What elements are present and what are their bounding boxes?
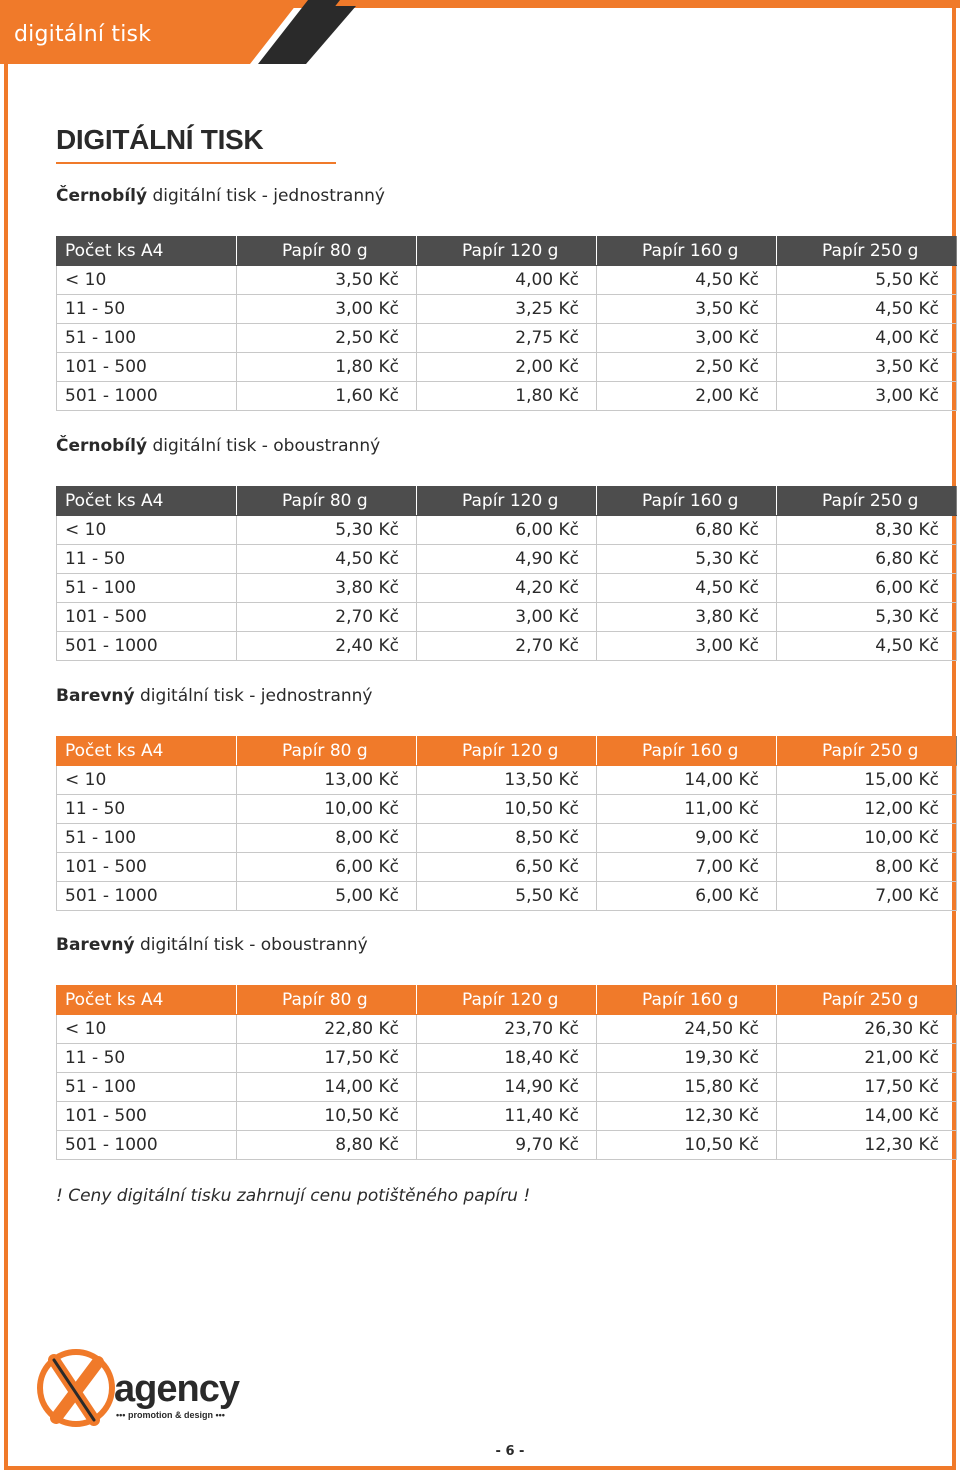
quantity-cell: 51 - 100: [57, 324, 237, 353]
price-cell: 4,50 Kč: [237, 545, 417, 574]
price-cell: 3,25 Kč: [417, 295, 597, 324]
table-row: [57, 603, 957, 632]
page-title: DIGITÁLNÍ TISK: [56, 124, 264, 155]
price-cell: 6,00 Kč: [417, 516, 597, 545]
price-cell: 10,50 Kč: [597, 1131, 777, 1160]
price-cell: 5,50 Kč: [777, 266, 957, 295]
quantity-cell: 501 - 1000: [57, 382, 237, 411]
price-cell: 21,00 Kč: [777, 1044, 957, 1073]
quantity-cell: < 10: [57, 1015, 237, 1044]
table-row: [57, 295, 957, 324]
price-cell: 2,75 Kč: [417, 324, 597, 353]
price-cell: 1,80 Kč: [237, 353, 417, 382]
table-header-row: [57, 487, 957, 516]
column-header: Počet ks A4: [57, 487, 237, 516]
price-cell: 7,00 Kč: [777, 882, 957, 911]
price-cell: 1,80 Kč: [417, 382, 597, 411]
price-cell: 12,30 Kč: [597, 1102, 777, 1131]
price-table: [56, 486, 957, 661]
price-cell: 23,70 Kč: [417, 1015, 597, 1044]
price-cell: 10,00 Kč: [237, 795, 417, 824]
price-cell: 6,50 Kč: [417, 853, 597, 882]
table-row: [57, 266, 957, 295]
table-row: [57, 1044, 957, 1073]
table-row: [57, 766, 957, 795]
price-table: [56, 985, 957, 1160]
price-cell: 2,70 Kč: [237, 603, 417, 632]
title-underline: [56, 162, 336, 164]
price-cell: 5,50 Kč: [417, 882, 597, 911]
logo-wordmark: agency: [114, 1368, 239, 1410]
table-row: [57, 545, 957, 574]
table-row: [57, 324, 957, 353]
table-row: [57, 382, 957, 411]
table-header-row: [57, 986, 957, 1015]
x-logo-icon: [34, 1346, 124, 1430]
price-cell: 3,00 Kč: [417, 603, 597, 632]
column-header: Papír 160 g: [597, 986, 777, 1015]
table-header-row: [57, 237, 957, 266]
banner-title: digitální tisk: [14, 22, 152, 47]
table-row: [57, 353, 957, 382]
column-header: Papír 250 g: [777, 487, 957, 516]
price-cell: 4,50 Kč: [597, 266, 777, 295]
price-cell: 4,50 Kč: [777, 632, 957, 661]
column-header: Papír 250 g: [777, 237, 957, 266]
price-cell: 3,00 Kč: [237, 295, 417, 324]
section-title: [56, 186, 385, 206]
price-cell: 26,30 Kč: [777, 1015, 957, 1044]
price-cell: 15,00 Kč: [777, 766, 957, 795]
price-cell: 9,70 Kč: [417, 1131, 597, 1160]
quantity-cell: 101 - 500: [57, 853, 237, 882]
price-cell: 2,70 Kč: [417, 632, 597, 661]
price-cell: 19,30 Kč: [597, 1044, 777, 1073]
price-cell: 2,40 Kč: [237, 632, 417, 661]
column-header: Papír 80 g: [237, 737, 417, 766]
price-cell: 15,80 Kč: [597, 1073, 777, 1102]
price-cell: 4,20 Kč: [417, 574, 597, 603]
section-title-bold: Barevný: [56, 935, 135, 955]
price-cell: 12,00 Kč: [777, 795, 957, 824]
column-header: Papír 120 g: [417, 986, 597, 1015]
table-row: [57, 853, 957, 882]
price-cell: 8,00 Kč: [237, 824, 417, 853]
section-title-bold: Černobílý: [56, 436, 148, 456]
price-cell: 3,50 Kč: [777, 353, 957, 382]
table-row: [57, 632, 957, 661]
price-cell: 3,00 Kč: [597, 324, 777, 353]
quantity-cell: 101 - 500: [57, 603, 237, 632]
section-title: [56, 935, 368, 955]
column-header: Počet ks A4: [57, 986, 237, 1015]
price-cell: 17,50 Kč: [777, 1073, 957, 1102]
column-header: Počet ks A4: [57, 737, 237, 766]
quantity-cell: 501 - 1000: [57, 1131, 237, 1160]
column-header: Papír 250 g: [777, 737, 957, 766]
price-table: [56, 236, 957, 411]
logo-tagline: ••• promotion & design •••: [116, 1410, 225, 1420]
table-row: [57, 574, 957, 603]
price-cell: 2,50 Kč: [237, 324, 417, 353]
price-cell: 6,00 Kč: [237, 853, 417, 882]
table-row: [57, 795, 957, 824]
price-cell: 3,50 Kč: [597, 295, 777, 324]
price-cell: 17,50 Kč: [237, 1044, 417, 1073]
price-cell: 13,00 Kč: [237, 766, 417, 795]
price-cell: 4,00 Kč: [417, 266, 597, 295]
price-cell: 3,00 Kč: [777, 382, 957, 411]
section-title-rest: digitální tisk - oboustranný: [147, 436, 381, 456]
column-header: Papír 120 g: [417, 737, 597, 766]
quantity-cell: 501 - 1000: [57, 882, 237, 911]
column-header: Papír 160 g: [597, 737, 777, 766]
price-cell: 6,00 Kč: [597, 882, 777, 911]
price-cell: 8,30 Kč: [777, 516, 957, 545]
price-cell: 11,00 Kč: [597, 795, 777, 824]
price-cell: 14,00 Kč: [777, 1102, 957, 1131]
section-title-rest: digitální tisk - jednostranný: [134, 686, 373, 706]
price-cell: 2,00 Kč: [417, 353, 597, 382]
price-table: [56, 736, 957, 911]
quantity-cell: < 10: [57, 516, 237, 545]
price-cell: 8,50 Kč: [417, 824, 597, 853]
quantity-cell: 101 - 500: [57, 1102, 237, 1131]
table-row: [57, 1073, 957, 1102]
price-cell: 3,50 Kč: [237, 266, 417, 295]
price-cell: 6,80 Kč: [597, 516, 777, 545]
price-cell: 3,00 Kč: [597, 632, 777, 661]
price-cell: 10,00 Kč: [777, 824, 957, 853]
table-row: [57, 1102, 957, 1131]
quantity-cell: 11 - 50: [57, 1044, 237, 1073]
price-cell: 9,00 Kč: [597, 824, 777, 853]
price-cell: 4,00 Kč: [777, 324, 957, 353]
price-cell: 3,80 Kč: [237, 574, 417, 603]
agency-logo: [34, 1346, 254, 1430]
table-row: [57, 1015, 957, 1044]
quantity-cell: 11 - 50: [57, 795, 237, 824]
section-title: [56, 436, 380, 456]
column-header: Počet ks A4: [57, 237, 237, 266]
column-header: Papír 160 g: [597, 237, 777, 266]
quantity-cell: 501 - 1000: [57, 632, 237, 661]
price-cell: 3,80 Kč: [597, 603, 777, 632]
price-cell: 8,00 Kč: [777, 853, 957, 882]
table-row: [57, 824, 957, 853]
price-cell: 14,90 Kč: [417, 1073, 597, 1102]
column-header: Papír 80 g: [237, 237, 417, 266]
column-header: Papír 80 g: [237, 986, 417, 1015]
quantity-cell: < 10: [57, 766, 237, 795]
section-title-rest: digitální tisk - jednostranný: [147, 186, 385, 206]
quantity-cell: < 10: [57, 266, 237, 295]
column-header: Papír 250 g: [777, 986, 957, 1015]
price-cell: 8,80 Kč: [237, 1131, 417, 1160]
price-cell: 12,30 Kč: [777, 1131, 957, 1160]
quantity-cell: 51 - 100: [57, 824, 237, 853]
price-cell: 5,30 Kč: [777, 603, 957, 632]
quantity-cell: 51 - 100: [57, 574, 237, 603]
quantity-cell: 51 - 100: [57, 1073, 237, 1102]
section-title: [56, 686, 372, 706]
price-cell: 18,40 Kč: [417, 1044, 597, 1073]
price-cell: 14,00 Kč: [237, 1073, 417, 1102]
price-cell: 14,00 Kč: [597, 766, 777, 795]
quantity-cell: 101 - 500: [57, 353, 237, 382]
table-row: [57, 516, 957, 545]
quantity-cell: 11 - 50: [57, 545, 237, 574]
table-header-row: [57, 737, 957, 766]
column-header: Papír 80 g: [237, 487, 417, 516]
price-cell: 5,30 Kč: [597, 545, 777, 574]
column-header: Papír 120 g: [417, 487, 597, 516]
price-cell: 1,60 Kč: [237, 382, 417, 411]
page-number: - 6 -: [495, 1444, 525, 1459]
price-cell: 10,50 Kč: [417, 795, 597, 824]
price-cell: 10,50 Kč: [237, 1102, 417, 1131]
section-title-bold: Černobílý: [56, 186, 148, 206]
price-cell: 6,80 Kč: [777, 545, 957, 574]
price-cell: 22,80 Kč: [237, 1015, 417, 1044]
price-cell: 4,50 Kč: [777, 295, 957, 324]
price-cell: 11,40 Kč: [417, 1102, 597, 1131]
table-row: [57, 882, 957, 911]
price-cell: 2,00 Kč: [597, 382, 777, 411]
section-title-rest: digitální tisk - oboustranný: [134, 935, 368, 955]
price-cell: 4,90 Kč: [417, 545, 597, 574]
quantity-cell: 11 - 50: [57, 295, 237, 324]
price-cell: 4,50 Kč: [597, 574, 777, 603]
price-cell: 7,00 Kč: [597, 853, 777, 882]
price-footnote: ! Ceny digitální tisku zahrnují cenu potištěného papíru !: [56, 1186, 531, 1206]
price-cell: 24,50 Kč: [597, 1015, 777, 1044]
price-cell: 2,50 Kč: [597, 353, 777, 382]
table-row: [57, 1131, 957, 1160]
section-title-bold: Barevný: [56, 686, 135, 706]
price-cell: 13,50 Kč: [417, 766, 597, 795]
price-cell: 5,30 Kč: [237, 516, 417, 545]
column-header: Papír 160 g: [597, 487, 777, 516]
price-cell: 6,00 Kč: [777, 574, 957, 603]
price-cell: 5,00 Kč: [237, 882, 417, 911]
header-banner: [0, 0, 960, 70]
column-header: Papír 120 g: [417, 237, 597, 266]
